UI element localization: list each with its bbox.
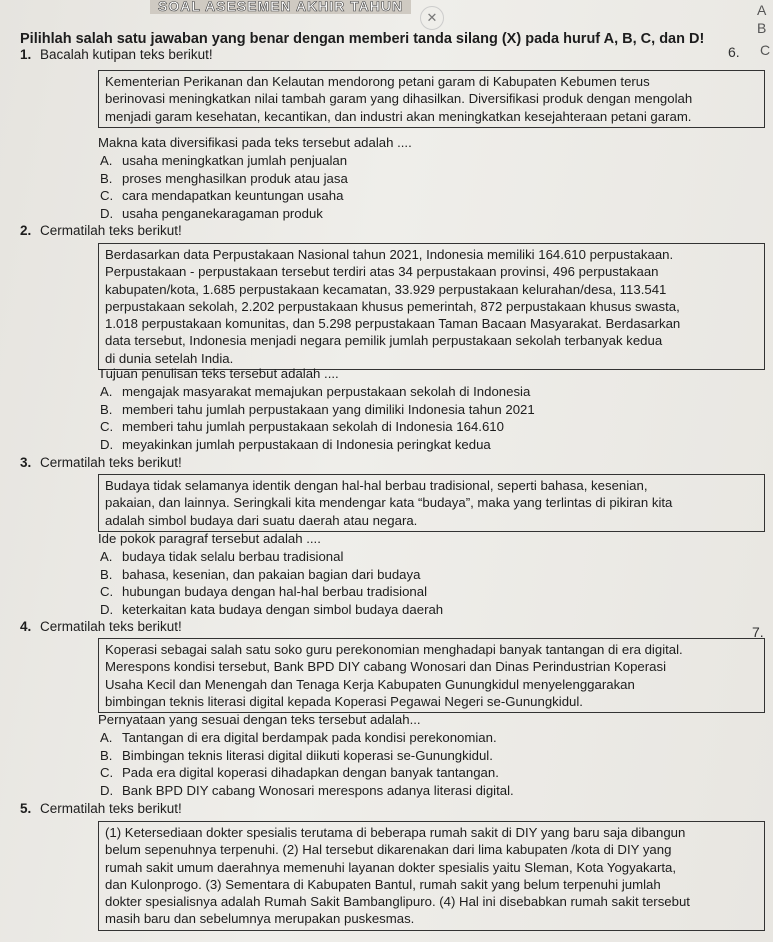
question-title: Cermatilah teks berikut! (40, 619, 182, 634)
passage-line: Kementerian Perikanan dan Kelautan mendorong petani garam di Kabupaten Kebumen terus (105, 74, 650, 89)
answer-options (100, 729, 514, 799)
answer-option[interactable]: D. usaha penganekaragaman produk (100, 205, 323, 221)
answer-options (100, 152, 348, 222)
next-question-number-7: 7. (752, 624, 764, 640)
answer-option[interactable]: C. Pada era digital koperasi dihadapkan dengan banyak tantangan. (100, 765, 499, 780)
passage-line: (1) Ketersediaan dokter spesialis terutama di beberapa rumah sakit di DIY yang baru saja dibangun (105, 825, 686, 840)
passage-box (98, 474, 765, 532)
passage-line: menjadi garam kesehatan, kecantikan, dan industri akan meningkatkan kesejahteraan petani garam. (105, 108, 692, 124)
passage-line: Koperasi sebagai salah satu soko guru perekonomian menghadapi banyak tantangan di era digital. (105, 642, 683, 657)
answer-option[interactable]: A. mengajak masyarakat memajukan perpustakaan sekolah di Indonesia (100, 384, 531, 399)
question-number: 3. (20, 455, 32, 470)
passage-line: kabupaten/kota, 1.685 perpustakaan kecamatan, 33.929 perpustakaan kelurahan/desa, 113.541 (105, 281, 667, 297)
edge-letter-c: C (760, 42, 771, 58)
passage-line: masih baru dan sebelumnya merupakan puskesmas. (105, 911, 415, 927)
question-number: 5. (20, 801, 32, 816)
question-title: Cermatilah teks berikut! (40, 455, 182, 470)
question-stem: Pernyataan yang sesuai dengan teks tersebut adalah... (98, 712, 421, 727)
answer-options (100, 548, 443, 618)
passage-line: bimbingan teknis literasi digital kepada Koperasi Pegawai Negeri se-Gunungkidul. (105, 693, 583, 709)
next-question-number-6: 6. (728, 44, 740, 60)
passage-line: Berdasarkan data Perpustakaan Nasional tahun 2021, Indonesia memiliki 164.610 perpustakaan. (105, 247, 674, 262)
question-title: Cermatilah teks berikut! (40, 801, 182, 816)
question-number: 1. (20, 47, 32, 62)
answer-option[interactable]: C. memberi tahu jumlah perpustakaan sekolah di Indonesia 164.610 (100, 419, 504, 434)
answer-option[interactable]: B. Bimbingan teknis literasi digital diikuti koperasi se-Gunungkidul. (100, 747, 493, 763)
passage-line: Usaha Kecil dan Menengah dan Tenaga Kerja Kabupaten Gunungkidul menyelenggarakan (105, 676, 635, 692)
question-title: Cermatilah teks berikut! (40, 223, 182, 238)
passage-line: rumah sakit umum daerahnya memenuhi layanan dokter spesialis yaitu Sleman, Kota Yogyakarta, (105, 859, 677, 875)
answer-option[interactable]: A. usaha meningkatkan jumlah penjualan (100, 153, 348, 168)
question-number: 4. (20, 619, 32, 634)
answer-options (100, 383, 535, 453)
passage-line: di dunia setelah India. (105, 350, 234, 366)
passage-line: Merespons kondisi tersebut, Bank BPD DIY cabang Wonosari dan Dinas Perindustrian Koperasi (105, 659, 667, 675)
answer-option[interactable]: B. memberi tahu jumlah perpustakaan yang dimiliki Indonesia tahun 2021 (100, 401, 535, 417)
passage-line: dan Kulonprogo. (3) Sementara di Kabupaten Bantul, rumah sakit yang belum terpenuhi jumlah (105, 876, 661, 892)
edge-letter-b: B (757, 20, 767, 36)
close-icon: ✕ (420, 6, 444, 30)
passage-box (98, 243, 765, 370)
passage-line: Budaya tidak selamanya identik dengan hal-hal berbau tradisional, seperti bahasa, kesenian, (105, 478, 648, 493)
passage-line: data tersebut, Indonesia menjadi negara pemilik jumlah perpustakaan sekolah terbanyak kedua (105, 333, 663, 349)
passage-box (98, 70, 765, 128)
edge-letter-a: A (757, 2, 767, 18)
answer-option[interactable]: D. keterkaitan kata budaya dengan simbol budaya daerah (100, 601, 444, 617)
passage-line: berinovasi meningkatkan nilai tambah garam yang dihasilkan. Diversifikasi produk dengan mengolah (105, 91, 693, 107)
question-stem: Tujuan penulisan teks tersebut adalah .... (98, 366, 339, 381)
answer-option[interactable]: D. meyakinkan jumlah perpustakaan di Indonesia peringkat kedua (100, 436, 491, 452)
question-number: 2. (20, 223, 32, 238)
passage-box (98, 638, 765, 713)
passage-line: 1.018 perpustakaan komunitas, dan 5.298 perpustakaan Taman Bacaan Masyarakat. Berdasarkan (105, 316, 681, 332)
answer-option[interactable]: B. proses menghasilkan produk atau jasa (100, 170, 348, 186)
worksheet-header: SOAL ASESEMEN AKHIR TAHUN (150, 0, 411, 14)
passage-line: adalah simbol budaya dari suatu daerah atau negara. (105, 512, 418, 528)
answer-option[interactable]: A. Tantangan di era digital berdampak pada kondisi perekonomian. (100, 730, 497, 745)
question-stem: Makna kata diversifikasi pada teks tersebut adalah .... (98, 135, 412, 150)
passage-line: belum sepenuhnya terpenuhi. (2) Hal tersebut dikarenakan dari lima kabupaten /kota di DIY yang (105, 842, 672, 858)
answer-option[interactable]: A. budaya tidak selalu berbau tradisional (100, 549, 344, 564)
passage-line: pakaian, dan lainnya. Seringkali kita mendengar kata “budaya”, maka yang terlintas di pikiran kita (105, 495, 673, 511)
question-title: Bacalah kutipan teks berikut! (40, 47, 213, 62)
passage-box (98, 821, 765, 931)
answer-option[interactable]: C. cara mendapatkan keuntungan usaha (100, 188, 344, 203)
answer-option[interactable]: C. hubungan budaya dengan hal-hal berbau tradisional (100, 584, 428, 599)
passage-line: Perpustakaan - perpustakaan tersebut terdiri atas 34 perpustakaan provinsi, 496 perpustakaan (105, 264, 659, 280)
instruction-text: Pilihlah salah satu jawaban yang benar dengan memberi tanda silang (X) pada huruf A, B, C, dan D! (20, 31, 705, 47)
question-stem: Ide pokok paragraf tersebut adalah .... (98, 531, 321, 546)
passage-line: perpustakaan sekolah, 2.202 perpustakaan khusus pemerintah, 872 perpustakaan khusus swasta, (105, 298, 680, 314)
answer-option[interactable]: B. bahasa, kesenian, dan pakaian bagian dari budaya (100, 566, 421, 582)
passage-line: dokter spesialisnya adalah Rumah Sakit Bambanglipuro. (4) Hal ini disebabkan rumah sakit tersebut (105, 894, 690, 910)
answer-option[interactable]: D. Bank BPD DIY cabang Wonosari merespons adanya literasi digital. (100, 782, 514, 798)
